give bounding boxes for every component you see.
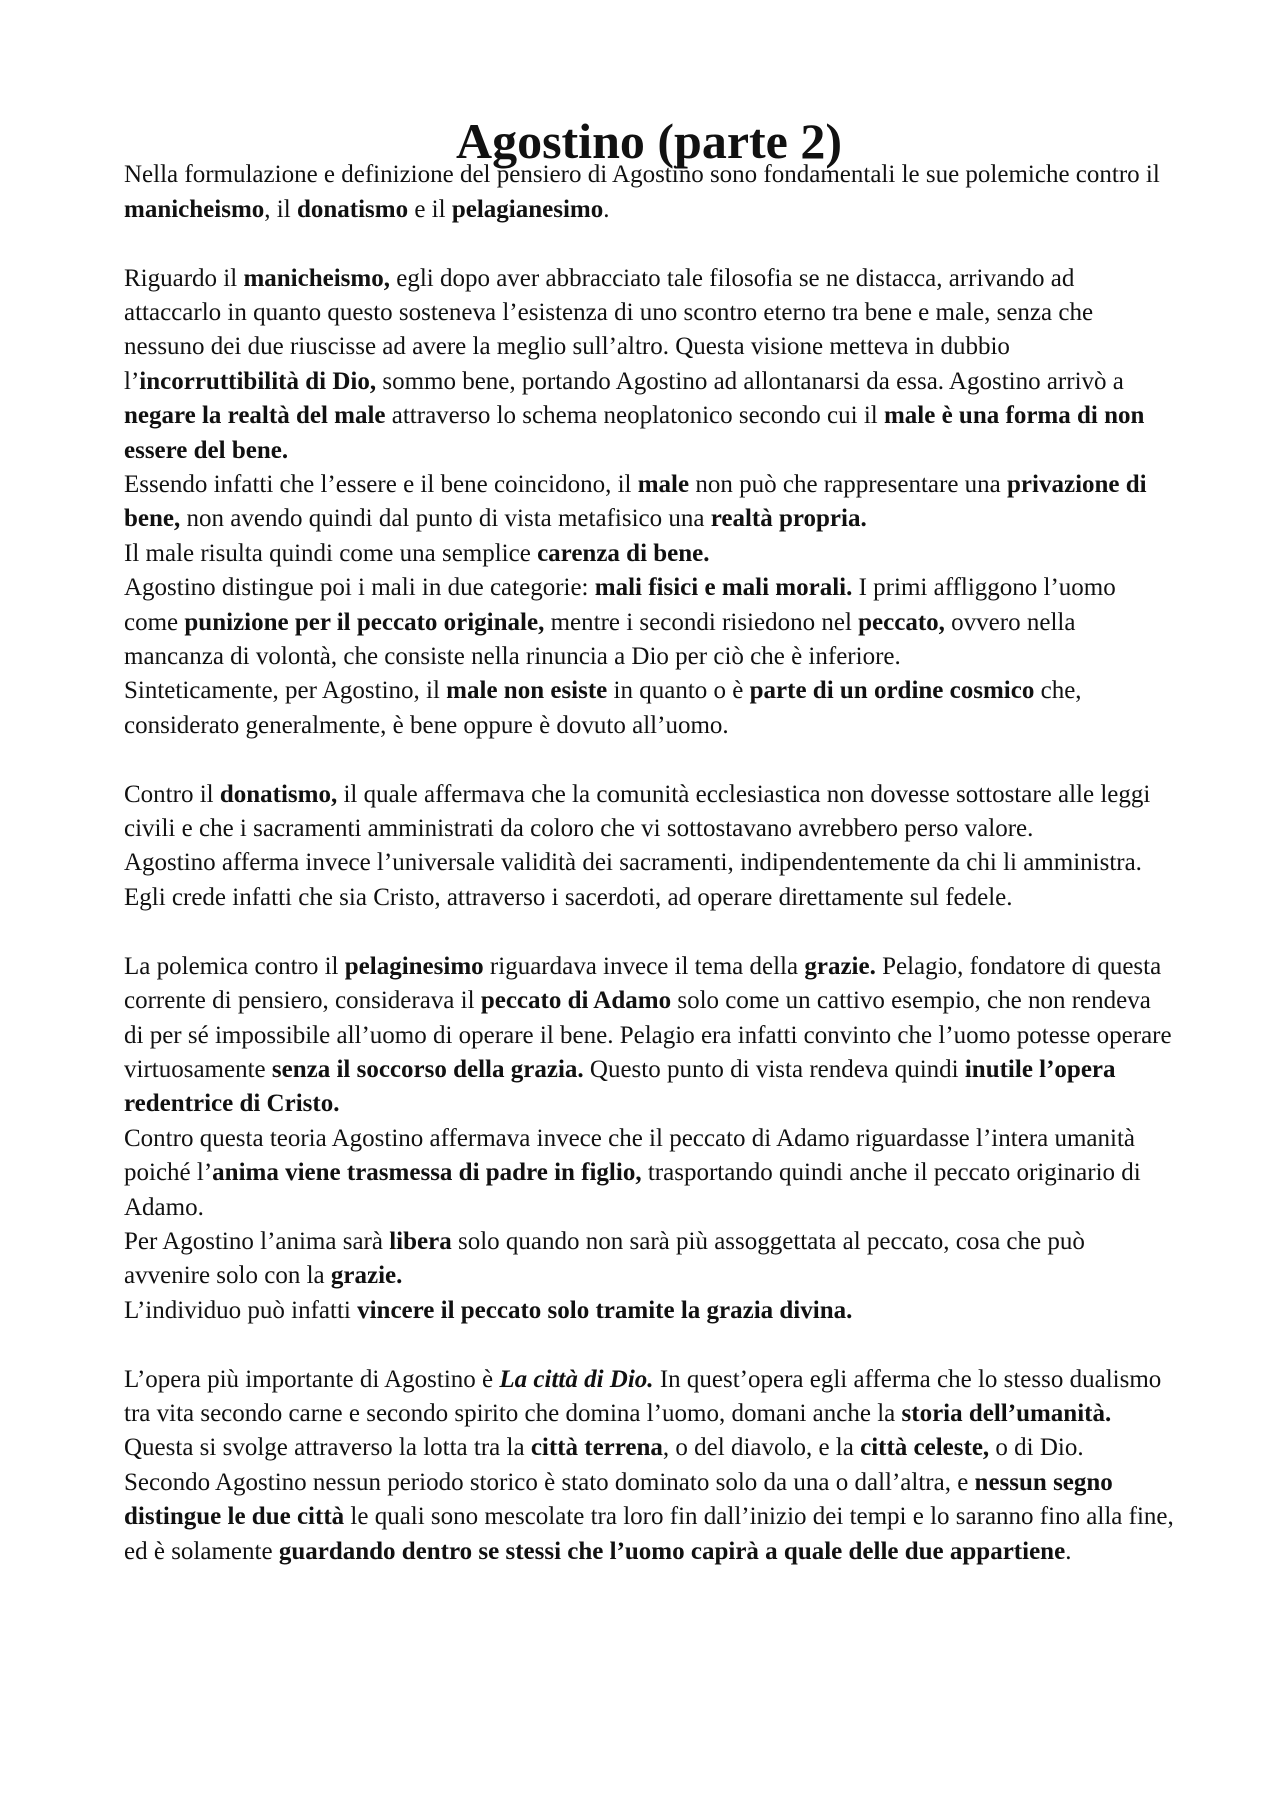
emphasized-text: pelaginesimo: [344, 952, 484, 980]
text-run: Contro questa teoria Agostino affermava invece che il peccato di Adamo riguardasse l’intera umanità poiché l’: [124, 1124, 1135, 1187]
paragraph: [124, 158, 1174, 227]
paragraph: [124, 1363, 1174, 1569]
paragraph: [124, 674, 1174, 743]
paragraph: [124, 1294, 1174, 1328]
emphasized-text: città celeste,: [860, 1434, 990, 1462]
emphasized-text: senza il soccorso della grazia.: [271, 1055, 584, 1083]
emphasized-text: mali fisici e mali morali.: [594, 574, 853, 602]
emphasized-text: libera: [389, 1227, 452, 1255]
emphasized-text: grazie.: [804, 952, 876, 980]
emphasized-text: pelagianesimo: [451, 195, 604, 223]
emphasized-text: grazie.: [330, 1262, 403, 1290]
paragraph: [124, 846, 1174, 915]
text-run: Agostino afferma invece l’universale validità dei sacramenti, indipendentemente da chi li amministra. Egli crede infatti che sia Cristo, attraverso i sacerdoti, ad operare direttamente sul fedele.: [124, 849, 1142, 911]
paragraph: [124, 537, 1174, 571]
text-run: non avendo quindi dal punto di vista metafisico una: [180, 505, 711, 533]
text-run: Sinteticamente, per Agostino, il: [124, 677, 447, 705]
text-run: Per Agostino l’anima sarà: [124, 1227, 390, 1255]
paragraph: [124, 778, 1174, 847]
document-title: Agostino (parte 2): [455, 113, 843, 169]
emphasized-text: punizione per il peccato originale,: [184, 608, 545, 636]
paragraph: [124, 1122, 1174, 1225]
emphasized-text: nessun segno distingue le due città: [124, 1468, 1113, 1531]
text-run: L’individuo può infatti: [124, 1296, 358, 1324]
text-run: non può che rappresentare una: [689, 471, 1008, 499]
paragraph: [124, 571, 1174, 674]
text-run: il quale affermava che la comunità ecclesiastica non dovesse sottostare alle leggi civili e che i sacramenti amministrati da coloro che vi sottostavano avrebbero perso valore.: [124, 780, 1151, 843]
paragraph: [124, 262, 1174, 468]
emphasized-text: incorruttibilità di Dio,: [139, 367, 377, 395]
text-run: Il male risulta quindi come una semplice: [124, 539, 538, 567]
paragraph: [124, 1225, 1174, 1294]
text-run: .: [603, 195, 610, 223]
emphasized-text: peccato,: [858, 608, 945, 636]
emphasized-text: peccato di Adamo: [480, 987, 672, 1015]
emphasized-text: male non esiste: [446, 677, 608, 705]
text-run: Questo punto di vista rendeva quindi: [583, 1055, 965, 1083]
emphasized-text: realtà propria.: [710, 505, 867, 533]
emphasized-text: male è una forma di non essere del bene.: [124, 402, 1145, 464]
text-run: ovvero nella mancanza di volontà, che consiste nella rinuncia a Dio per ciò che è inferiore.: [124, 608, 1076, 671]
emphasized-text: storia dell’umanità.: [901, 1399, 1112, 1427]
emphasized-text: città terrena: [530, 1434, 663, 1462]
document-body: [124, 113, 1174, 1569]
emphasized-text: donatismo: [296, 195, 409, 223]
emphasized-text: donatismo,: [219, 780, 338, 808]
emphasized-text: La città di Dio.: [499, 1365, 654, 1393]
text-run: Pelagio, fondatore di questa corrente di pensiero, considerava il: [124, 952, 1162, 1015]
text-run: La polemica contro il: [124, 952, 345, 980]
paragraph: [124, 950, 1174, 1122]
emphasized-text: inutile l’opera redentrice di Cristo.: [124, 1055, 1116, 1118]
text-run: Questa si svolge attraverso la lotta tra la: [124, 1434, 531, 1462]
emphasized-text: carenza di bene.: [537, 539, 710, 567]
text-run: in quanto o è: [607, 677, 750, 705]
text-run: In quest’opera egli afferma che lo stesso dualismo tra vita secondo carne e secondo spirito che domina l’uomo, domani anche la: [124, 1365, 1162, 1427]
emphasized-text: parte di un ordine cosmico: [749, 677, 1035, 705]
text-run: e il: [408, 195, 452, 223]
emphasized-text: manicheismo,: [243, 264, 390, 292]
text-run: trasportando quindi anche il peccato originario di Adamo.: [124, 1159, 1141, 1221]
emphasized-text: vincere il peccato solo tramite la grazia divina.: [357, 1296, 853, 1324]
text-run: egli dopo aver abbracciato tale filosofia se ne distacca, arrivando ad attaccarlo in quanto questo sosteneva l’esistenza di uno scontro eterno tra bene e male, senza che nessuno dei due riuscisse ad avere la meglio sull’altro. Questa visione metteva in dubbio l’: [124, 264, 1094, 395]
text-run: Essendo infatti che l’essere e il bene coincidono, il: [124, 471, 638, 499]
text-run: solo come un cattivo esempio, che non rendeva di per sé impossibile all’uomo di operare il bene. Pelagio era infatti convinto che l’uomo potesse operare virtuosamente: [124, 987, 1172, 1083]
text-run: Riguardo il: [124, 264, 244, 292]
emphasized-text: male: [637, 471, 690, 499]
text-run: L’opera più importante di Agostino è: [124, 1365, 500, 1393]
text-run: o di Dio. Secondo Agostino nessun periodo storico è stato dominato solo da una o dall’altra, e: [124, 1434, 1084, 1496]
text-run: , o del diavolo, e la: [662, 1434, 861, 1462]
emphasized-text: privazione di bene,: [124, 471, 1147, 533]
text-run: solo quando non sarà più assoggettata al peccato, cosa che può avvenire solo con la: [124, 1227, 1085, 1290]
emphasized-text: manicheismo: [124, 195, 265, 223]
paragraph-list: [124, 158, 1174, 1569]
text-run: sommo bene, portando Agostino ad allontanarsi da essa. Agostino arrivò a: [376, 367, 1124, 395]
text-run: attraverso lo schema neoplatonico secondo cui il: [385, 402, 884, 430]
emphasized-text: anima viene trasmessa di padre in figlio,: [212, 1159, 642, 1187]
text-run: mentre i secondi risiedono nel: [544, 608, 859, 636]
text-run: Agostino distingue poi i mali in due categorie:: [124, 574, 595, 602]
text-run: .: [1065, 1537, 1072, 1565]
text-run: I primi affliggono l’uomo come: [124, 574, 1116, 636]
text-run: Nella formulazione e definizione del pensiero di Agostino sono fondamentali le sue polemiche contro il: [124, 161, 1160, 189]
paragraph: [124, 468, 1174, 537]
text-run: che, considerato generalmente, è bene oppure è dovuto all’uomo.: [124, 677, 1082, 739]
text-run: , il: [264, 195, 297, 223]
text-run: riguardava invece il tema della: [483, 952, 805, 980]
emphasized-text: negare la realtà del male: [124, 402, 386, 430]
text-run: le quali sono mescolate tra loro fin dall’inizio dei tempi e lo saranno fino alla fine, ed è solamente: [124, 1503, 1174, 1565]
emphasized-text: guardando dentro se stessi che l’uomo capirà a quale delle due appartiene: [278, 1537, 1066, 1565]
text-run: Contro il: [124, 780, 220, 808]
